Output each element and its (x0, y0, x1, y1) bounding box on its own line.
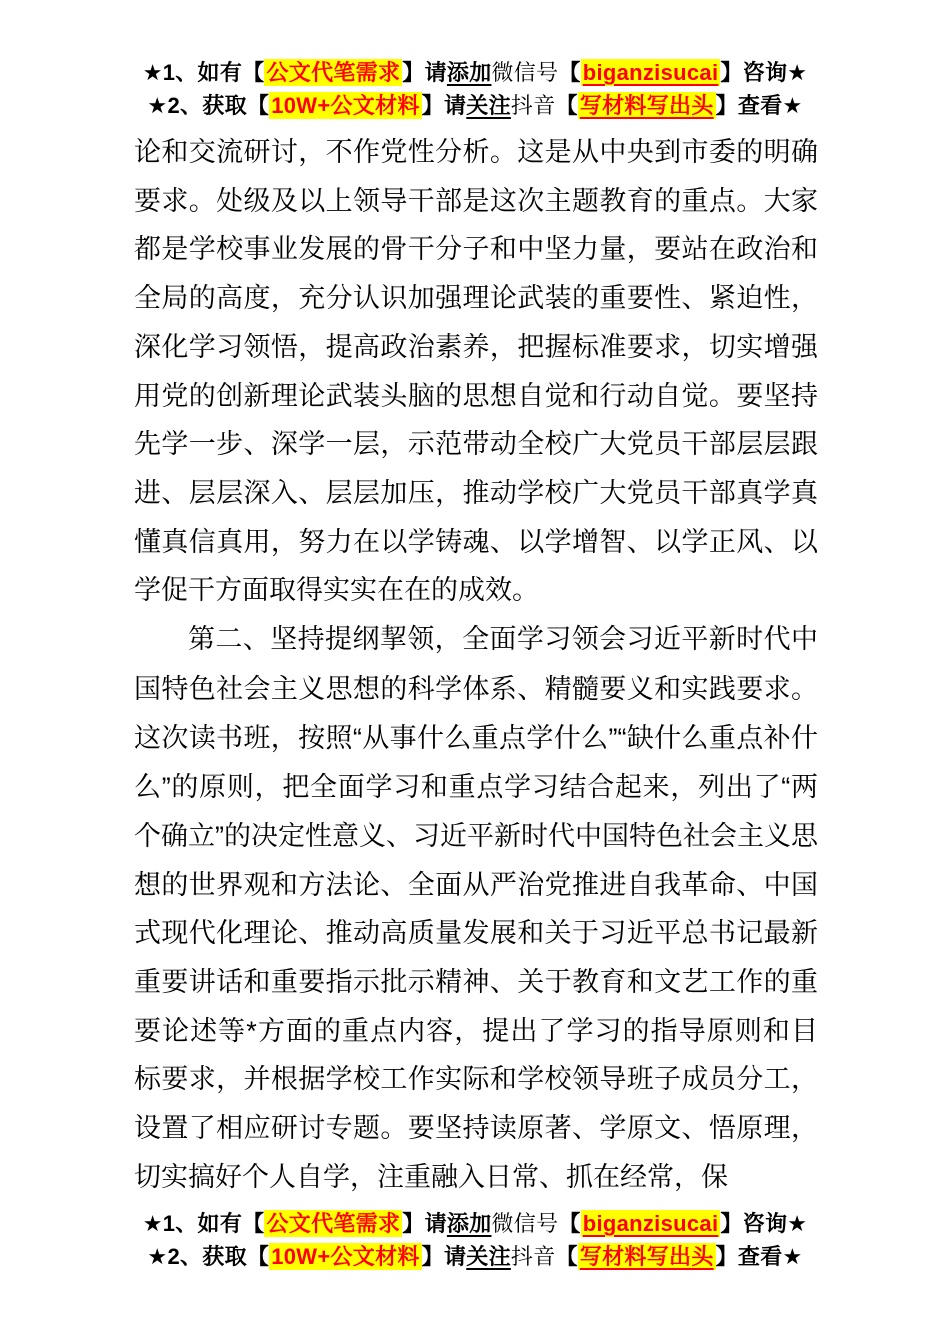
footer-promo-line-1 (0, 1207, 950, 1240)
promo-segment: 写材料写出头 (579, 93, 714, 118)
promo-segment: 写材料写出头 (579, 1244, 714, 1269)
promo-segment: 10W+公文材料 (271, 1244, 420, 1269)
promo-segment: 微信号 (491, 1211, 559, 1236)
promo-segment: 关注 (466, 1244, 511, 1269)
promo-segment: 【 (555, 93, 578, 118)
promo-segment: 抖音 (510, 93, 556, 118)
promo-segment: 关注 (466, 93, 511, 118)
paragraph-text: 论和交流研讨，不作党性分析。这是从中央到市委的明确要求。处级及以上领导干部是这次主题教育的重点。大家都是学校事业发展的骨干分子和中坚力量，要站在政治和全局的高度，充分认识加强理论武装的重要性、紧迫性，深化学习领悟，提高政治素养，把握标准要求，切实增强用党的创新理论武装头脑的思想自觉和行动自觉。要坚持先学一步、深学一层，示范带动全校广大党员干部层层跟进、层层深入、层层加压，推动学校广大党员干部真学真懂真信真用，努力在以学铸魂、以学增智、以学正风、以学促干方面取得实实在在的成效。 (134, 137, 818, 606)
promo-segment: biganzisucai (582, 1211, 719, 1236)
promo-segment: ★1、如有【 (142, 1211, 265, 1236)
promo-segment: 】请 (421, 1244, 467, 1269)
paragraph-text: 这次读书班，按照“从事什么重点学什么”“缺什么重点补什么”的原则，把全面学习和重点学习结合起来，列出了“两个确立”的决定性意义、习近平新时代中国特色社会主义思想的世界观和方法论、全面从严治党推进自我革命、中国式现代化理论、推动高质量发展和关于习近平总书记最新重要讲话和重要指示批示精神、关于教育和文艺工作的重要论述等*方面的重点内容，提出了学习的指导原则和目标要求，并根据学校工作实际和学校领导班子成员分工，设置了相应研讨专题。要坚持读原著、学原文、悟原理，切实搞好个人自学，注重融入日常、抓在经常，保 (134, 723, 818, 1192)
promo-segment: 公文代笔需求 (266, 60, 401, 85)
promo-segment: 【 (558, 60, 581, 85)
footer-promo-line-2 (0, 1240, 950, 1273)
promo-segment: 添加 (446, 60, 492, 85)
promo-segment: 10W+公文材料 (271, 93, 420, 118)
promo-segment: biganzisucai (582, 60, 719, 85)
paragraph-lead-sentence: 第二、坚持提纲挈领，全面学习领会习近平新时代中国特色社会主义思想的科学体系、精髓要义和实践要求。 (134, 624, 818, 705)
paragraph (134, 128, 818, 615)
paragraph (134, 615, 818, 1201)
promo-segment: 】查看★ (715, 93, 803, 118)
header-promo-banner (0, 56, 950, 122)
promo-segment: 】查看★ (715, 1244, 803, 1269)
promo-segment: 公文代笔需求 (266, 1211, 401, 1236)
promo-segment: 】请 (421, 93, 467, 118)
footer-promo-banner (0, 1207, 950, 1273)
header-promo-line-1 (0, 56, 950, 89)
promo-segment: 】请 (402, 1211, 447, 1236)
promo-segment: ★1、如有【 (142, 60, 265, 85)
promo-segment: 抖音 (510, 1244, 556, 1269)
promo-segment: 【 (555, 1244, 578, 1269)
promo-segment: 】咨询★ (720, 1211, 808, 1236)
promo-segment: 】请 (402, 60, 447, 85)
promo-segment: 】咨询★ (720, 60, 808, 85)
promo-segment: 添加 (446, 1211, 492, 1236)
promo-segment: ★2、获取【 (147, 1244, 270, 1269)
promo-segment: 微信号 (491, 60, 559, 85)
header-promo-line-2 (0, 89, 950, 122)
promo-segment: 【 (558, 1211, 581, 1236)
document-body (134, 128, 818, 1201)
promo-segment: ★2、获取【 (147, 93, 270, 118)
